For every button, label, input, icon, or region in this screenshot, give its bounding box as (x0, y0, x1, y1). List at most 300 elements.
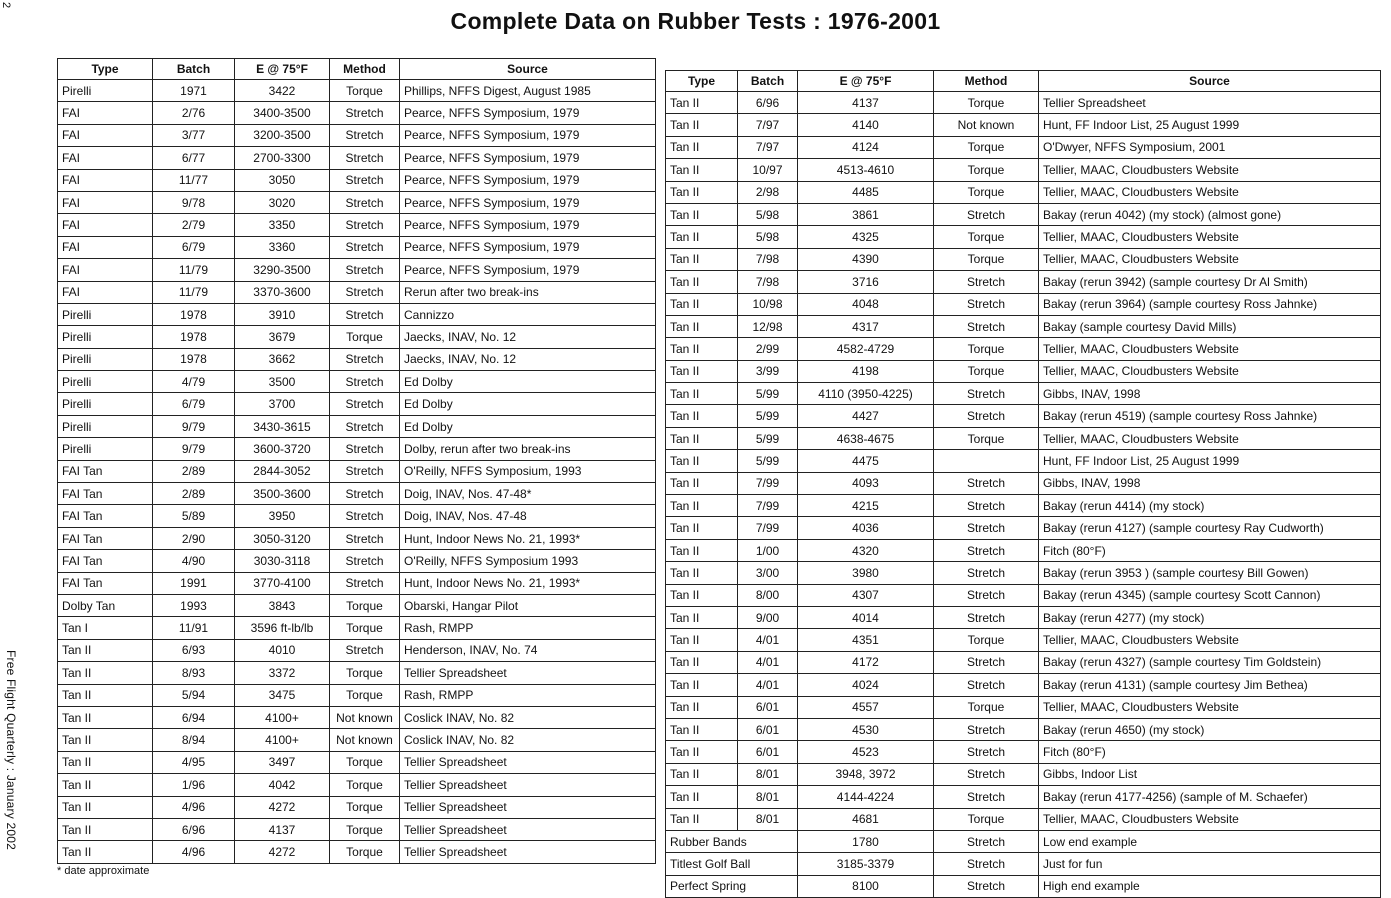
table-row (58, 594, 656, 616)
cell-e-value: 3050 (235, 169, 330, 191)
table-row (666, 830, 1381, 852)
cell-e-value: 3350 (235, 214, 330, 236)
cell-type: Tan II (666, 293, 738, 315)
table-row (58, 460, 656, 482)
cell-batch: 10/98 (738, 293, 798, 315)
cell-e-value: 4100+ (235, 729, 330, 751)
table-row (666, 472, 1381, 494)
cell-source: Cannizzo (400, 303, 656, 325)
page-title: Complete Data on Rubber Tests : 1976-2001 (450, 8, 941, 34)
cell-method: Stretch (330, 393, 400, 415)
header-type: Type (58, 59, 153, 80)
table-row (58, 751, 656, 773)
cell-type: Tan II (666, 651, 738, 673)
table-row (666, 427, 1381, 449)
cell-source: Tellier Spreadsheet (400, 662, 656, 684)
cell-method: Stretch (330, 169, 400, 191)
header-e: E @ 75°F (235, 59, 330, 80)
cell-type: Tan II (666, 674, 738, 696)
cell-e-value: 3716 (798, 271, 934, 293)
cell-type: Tan II (666, 315, 738, 337)
cell-method: Stretch (934, 405, 1039, 427)
cell-source: Pearce, NFFS Symposium, 1979 (400, 124, 656, 146)
cell-method: Torque (934, 181, 1039, 203)
table-row (666, 159, 1381, 181)
cell-source: Tellier, MAAC, Cloudbusters Website (1039, 159, 1381, 181)
cell-method: Torque (934, 629, 1039, 651)
cell-source: Hunt, FF Indoor List, 25 August 1999 (1039, 114, 1381, 136)
cell-type: Pirelli (58, 348, 153, 370)
cell-e-value: 4427 (798, 405, 934, 427)
cell-type: Tan II (666, 584, 738, 606)
table-row (58, 147, 656, 169)
table-row (666, 696, 1381, 718)
cell-source: Phillips, NFFS Digest, August 1985 (400, 80, 656, 102)
cell-e-value: 3422 (235, 80, 330, 102)
cell-e-value: 4024 (798, 674, 934, 696)
cell-e-value: 4042 (235, 774, 330, 796)
cell-method: Stretch (934, 293, 1039, 315)
cell-e-value: 4307 (798, 584, 934, 606)
cell-e-value: 4215 (798, 495, 934, 517)
table-row (58, 236, 656, 258)
cell-source: Bakay (rerun 4327) (sample courtesy Tim Goldstein) (1039, 651, 1381, 673)
cell-e-value: 2700-3300 (235, 147, 330, 169)
cell-batch: 7/97 (738, 136, 798, 158)
cell-type: Tan II (666, 338, 738, 360)
cell-source: Coslick INAV, No. 82 (400, 706, 656, 728)
table-row (666, 114, 1381, 136)
cell-type: Tan II (666, 763, 738, 785)
cell-batch: 1/00 (738, 539, 798, 561)
table-row (58, 818, 656, 840)
cell-batch: 1991 (153, 572, 235, 594)
table-row (666, 226, 1381, 248)
cell-e-value: 4638-4675 (798, 427, 934, 449)
cell-batch: 7/99 (738, 472, 798, 494)
cell-e-value: 4351 (798, 629, 934, 651)
cell-source: Tellier Spreadsheet (400, 818, 656, 840)
cell-type: Tan II (666, 495, 738, 517)
cell-e-value: 3500-3600 (235, 483, 330, 505)
cell-method: Torque (330, 751, 400, 773)
header-source: Source (1039, 71, 1381, 92)
cell-type: Tan II (666, 562, 738, 584)
table-row (58, 796, 656, 818)
table-row (58, 527, 656, 549)
cell-type: Titlest Golf Ball (666, 853, 798, 875)
cell-batch: 11/77 (153, 169, 235, 191)
cell-method: Stretch (934, 472, 1039, 494)
cell-batch: 7/98 (738, 271, 798, 293)
table-row (58, 639, 656, 661)
cell-type: FAI (58, 281, 153, 303)
cell-batch: 2/76 (153, 102, 235, 124)
cell-type: Rubber Bands (666, 830, 798, 852)
cell-e-value: 3948, 3972 (798, 763, 934, 785)
cell-source: Bakay (rerun 4131) (sample courtesy Jim Bethea) (1039, 674, 1381, 696)
cell-method: Torque (330, 796, 400, 818)
cell-method: Stretch (934, 763, 1039, 785)
table-row (58, 729, 656, 751)
cell-source: Tellier, MAAC, Cloudbusters Website (1039, 226, 1381, 248)
table-row (666, 853, 1381, 875)
cell-method: Torque (934, 248, 1039, 270)
cell-e-value: 4485 (798, 181, 934, 203)
cell-e-value: 4317 (798, 315, 934, 337)
cell-type: FAI Tan (58, 460, 153, 482)
cell-type: Tan II (666, 271, 738, 293)
header-source: Source (400, 59, 656, 80)
cell-e-value: 3910 (235, 303, 330, 325)
table-row (58, 662, 656, 684)
cell-source: Tellier Spreadsheet (400, 841, 656, 863)
cell-batch: 9/78 (153, 191, 235, 213)
cell-batch: 8/94 (153, 729, 235, 751)
table-row (666, 383, 1381, 405)
cell-type: Tan II (666, 450, 738, 472)
cell-source: Pearce, NFFS Symposium, 1979 (400, 236, 656, 258)
cell-batch: 2/98 (738, 181, 798, 203)
cell-e-value: 4137 (235, 818, 330, 840)
cell-type: Tan II (666, 203, 738, 225)
cell-method: Torque (934, 427, 1039, 449)
cell-e-value: 3662 (235, 348, 330, 370)
cell-method: Torque (330, 594, 400, 616)
cell-source: Tellier, MAAC, Cloudbusters Website (1039, 629, 1381, 651)
cell-type: FAI (58, 259, 153, 281)
cell-batch: 5/98 (738, 226, 798, 248)
cell-method: Stretch (934, 651, 1039, 673)
cell-method: Stretch (934, 584, 1039, 606)
cell-method: Stretch (330, 236, 400, 258)
cell-e-value: 3290-3500 (235, 259, 330, 281)
cell-type: Tan II (666, 360, 738, 382)
cell-source: Low end example (1039, 830, 1381, 852)
cell-e-value: 4272 (235, 796, 330, 818)
cell-method: Not known (934, 114, 1039, 136)
cell-batch: 3/99 (738, 360, 798, 382)
right-table-body (666, 92, 1381, 898)
cell-batch: 6/93 (153, 639, 235, 661)
cell-batch: 4/01 (738, 629, 798, 651)
cell-e-value: 3200-3500 (235, 124, 330, 146)
cell-method: Torque (934, 338, 1039, 360)
cell-method: Stretch (934, 539, 1039, 561)
cell-method: Stretch (330, 191, 400, 213)
cell-type: Tan II (666, 472, 738, 494)
cell-e-value: 4513-4610 (798, 159, 934, 181)
table-row (666, 92, 1381, 114)
table-row (666, 203, 1381, 225)
table-row (58, 80, 656, 102)
cell-method: Stretch (934, 562, 1039, 584)
cell-e-value: 3950 (235, 505, 330, 527)
header-method: Method (330, 59, 400, 80)
cell-source: Gibbs, INAV, 1998 (1039, 472, 1381, 494)
cell-e-value: 3030-3118 (235, 550, 330, 572)
cell-type: Tan II (666, 427, 738, 449)
table-row (666, 450, 1381, 472)
cell-batch: 6/94 (153, 706, 235, 728)
cell-method: Torque (330, 841, 400, 863)
cell-e-value: 3679 (235, 326, 330, 348)
cell-e-value: 4110 (3950-4225) (798, 383, 934, 405)
cell-source: Tellier, MAAC, Cloudbusters Website (1039, 808, 1381, 830)
cell-source: Pearce, NFFS Symposium, 1979 (400, 214, 656, 236)
cell-type: Pirelli (58, 80, 153, 102)
cell-type: Dolby Tan (58, 594, 153, 616)
cell-batch: 2/79 (153, 214, 235, 236)
cell-method (934, 450, 1039, 472)
cell-method: Torque (330, 80, 400, 102)
cell-method: Torque (934, 696, 1039, 718)
cell-method: Stretch (934, 203, 1039, 225)
table-row (666, 338, 1381, 360)
cell-batch: 6/96 (153, 818, 235, 840)
cell-e-value: 3596 ft-lb/lb (235, 617, 330, 639)
table-row (58, 102, 656, 124)
cell-source: Tellier, MAAC, Cloudbusters Website (1039, 360, 1381, 382)
right-data-table (665, 70, 1381, 898)
cell-source: Ed Dolby (400, 393, 656, 415)
cell-e-value: 4036 (798, 517, 934, 539)
cell-method: Torque (934, 159, 1039, 181)
table-row (666, 629, 1381, 651)
cell-batch: 7/99 (738, 495, 798, 517)
cell-source: Tellier, MAAC, Cloudbusters Website (1039, 248, 1381, 270)
cell-source: Tellier Spreadsheet (400, 774, 656, 796)
cell-type: Perfect Spring (666, 875, 798, 897)
table-row (666, 786, 1381, 808)
cell-e-value: 3360 (235, 236, 330, 258)
cell-e-value: 4557 (798, 696, 934, 718)
table-row (58, 415, 656, 437)
cell-e-value: 3861 (798, 203, 934, 225)
cell-batch: 1978 (153, 348, 235, 370)
cell-e-value: 4681 (798, 808, 934, 830)
cell-batch: 7/99 (738, 517, 798, 539)
cell-source: Henderson, INAV, No. 74 (400, 639, 656, 661)
cell-e-value: 4198 (798, 360, 934, 382)
table-row (58, 572, 656, 594)
cell-source: Pearce, NFFS Symposium, 1979 (400, 169, 656, 191)
table-row (666, 718, 1381, 740)
cell-source: Bakay (rerun 3964) (sample courtesy Ross Jahnke) (1039, 293, 1381, 315)
cell-e-value: 3980 (798, 562, 934, 584)
cell-type: Tan II (58, 706, 153, 728)
cell-method: Stretch (934, 674, 1039, 696)
cell-method: Stretch (934, 606, 1039, 628)
cell-batch: 1978 (153, 326, 235, 348)
cell-type: FAI (58, 214, 153, 236)
cell-e-value: 3843 (235, 594, 330, 616)
cell-e-value: 3497 (235, 751, 330, 773)
cell-source: Rerun after two break-ins (400, 281, 656, 303)
cell-source: Just for fun (1039, 853, 1381, 875)
table-row (666, 763, 1381, 785)
cell-e-value: 3475 (235, 684, 330, 706)
cell-batch: 6/79 (153, 393, 235, 415)
cell-type: Tan II (58, 639, 153, 661)
cell-e-value: 4272 (235, 841, 330, 863)
cell-type: Tan II (666, 741, 738, 763)
table-row (666, 181, 1381, 203)
cell-e-value: 4475 (798, 450, 934, 472)
cell-batch: 5/94 (153, 684, 235, 706)
cell-e-value: 3020 (235, 191, 330, 213)
cell-type: FAI Tan (58, 527, 153, 549)
cell-type: Tan II (58, 729, 153, 751)
cell-source: Bakay (rerun 4650) (my stock) (1039, 718, 1381, 740)
table-row (58, 393, 656, 415)
cell-source: Fitch (80°F) (1039, 539, 1381, 561)
cell-source: Hunt, FF Indoor List, 25 August 1999 (1039, 450, 1381, 472)
table-row (666, 741, 1381, 763)
cell-source: Rash, RMPP (400, 684, 656, 706)
cell-method: Torque (330, 662, 400, 684)
table-row (58, 371, 656, 393)
cell-type: FAI Tan (58, 550, 153, 572)
cell-method: Torque (330, 617, 400, 639)
table-row (58, 483, 656, 505)
cell-method: Stretch (330, 124, 400, 146)
cell-e-value: 1780 (798, 830, 934, 852)
cell-type: Tan II (666, 786, 738, 808)
cell-batch: 5/89 (153, 505, 235, 527)
table-row (58, 438, 656, 460)
cell-type: FAI Tan (58, 572, 153, 594)
cell-method: Torque (330, 774, 400, 796)
cell-batch: 6/79 (153, 236, 235, 258)
cell-type: Tan II (58, 774, 153, 796)
table-row (666, 517, 1381, 539)
cell-type: FAI (58, 191, 153, 213)
cell-e-value: 8100 (798, 875, 934, 897)
cell-e-value: 4048 (798, 293, 934, 315)
cell-method: Stretch (934, 786, 1039, 808)
table-row (666, 405, 1381, 427)
cell-type: Tan II (666, 629, 738, 651)
cell-type: Tan II (666, 718, 738, 740)
cell-source: Bakay (rerun 3953 ) (sample courtesy Bill Gowen) (1039, 562, 1381, 584)
cell-e-value: 4530 (798, 718, 934, 740)
cell-e-value: 4093 (798, 472, 934, 494)
cell-method: Stretch (934, 830, 1039, 852)
cell-batch: 7/98 (738, 248, 798, 270)
cell-type: Tan II (666, 114, 738, 136)
cell-batch: 8/93 (153, 662, 235, 684)
cell-source: Tellier, MAAC, Cloudbusters Website (1039, 181, 1381, 203)
cell-batch: 4/01 (738, 674, 798, 696)
cell-source: Pearce, NFFS Symposium, 1979 (400, 259, 656, 281)
table-row (58, 684, 656, 706)
cell-e-value: 2844-3052 (235, 460, 330, 482)
cell-type: FAI Tan (58, 505, 153, 527)
cell-batch: 11/91 (153, 617, 235, 639)
cell-method: Torque (934, 136, 1039, 158)
cell-source: Bakay (rerun 4345) (sample courtesy Scott Cannon) (1039, 584, 1381, 606)
cell-type: FAI (58, 169, 153, 191)
cell-source: Tellier, MAAC, Cloudbusters Website (1039, 696, 1381, 718)
cell-batch: 6/77 (153, 147, 235, 169)
left-data-table (57, 58, 656, 864)
cell-method: Torque (934, 226, 1039, 248)
cell-source: Bakay (rerun 4042) (my stock) (almost gone) (1039, 203, 1381, 225)
cell-method: Torque (330, 818, 400, 840)
cell-batch: 1993 (153, 594, 235, 616)
cell-type: FAI (58, 124, 153, 146)
left-table-body (58, 80, 656, 864)
cell-batch: 10/97 (738, 159, 798, 181)
cell-batch: 5/99 (738, 383, 798, 405)
cell-type: Tan II (666, 159, 738, 181)
cell-source: Obarski, Hangar Pilot (400, 594, 656, 616)
table-row (666, 674, 1381, 696)
cell-source: Bakay (rerun 4277) (my stock) (1039, 606, 1381, 628)
cell-source: Bakay (rerun 4127) (sample courtesy Ray Cudworth) (1039, 517, 1381, 539)
cell-method: Stretch (330, 572, 400, 594)
cell-method: Stretch (934, 875, 1039, 897)
cell-source: Doig, INAV, Nos. 47-48 (400, 505, 656, 527)
cell-type: Tan II (666, 696, 738, 718)
cell-method: Stretch (330, 102, 400, 124)
cell-e-value: 4140 (798, 114, 934, 136)
header-type: Type (666, 71, 738, 92)
cell-source: Tellier, MAAC, Cloudbusters Website (1039, 338, 1381, 360)
cell-method: Stretch (330, 415, 400, 437)
cell-batch: 9/79 (153, 438, 235, 460)
cell-e-value: 4172 (798, 651, 934, 673)
cell-source: Gibbs, Indoor List (1039, 763, 1381, 785)
cell-type: Tan II (666, 181, 738, 203)
cell-source: Tellier Spreadsheet (400, 751, 656, 773)
cell-source: Hunt, Indoor News No. 21, 1993* (400, 527, 656, 549)
cell-type: Tan II (666, 226, 738, 248)
cell-batch: 4/79 (153, 371, 235, 393)
cell-source: Tellier Spreadsheet (400, 796, 656, 818)
cell-method: Stretch (934, 517, 1039, 539)
cell-method: Not known (330, 706, 400, 728)
cell-e-value: 3050-3120 (235, 527, 330, 549)
cell-batch: 8/01 (738, 763, 798, 785)
cell-method: Stretch (934, 718, 1039, 740)
cell-type: Tan II (666, 383, 738, 405)
cell-method: Stretch (934, 741, 1039, 763)
cell-e-value: 3700 (235, 393, 330, 415)
cell-source: Ed Dolby (400, 415, 656, 437)
cell-batch: 11/79 (153, 259, 235, 281)
cell-batch: 5/99 (738, 405, 798, 427)
cell-source: Bakay (rerun 3942) (sample courtesy Dr Al Smith) (1039, 271, 1381, 293)
cell-source: Bakay (rerun 4414) (my stock) (1039, 495, 1381, 517)
header-batch: Batch (153, 59, 235, 80)
cell-batch: 3/00 (738, 562, 798, 584)
cell-batch: 4/01 (738, 651, 798, 673)
cell-method: Torque (330, 684, 400, 706)
table-row (666, 360, 1381, 382)
cell-method: Stretch (330, 505, 400, 527)
cell-batch: 5/99 (738, 450, 798, 472)
table-row (666, 875, 1381, 897)
cell-e-value: 3500 (235, 371, 330, 393)
cell-method: Stretch (330, 348, 400, 370)
table-row (58, 505, 656, 527)
cell-e-value: 4390 (798, 248, 934, 270)
cell-source: Fitch (80°F) (1039, 741, 1381, 763)
cell-source: O'Dwyer, NFFS Symposium, 2001 (1039, 136, 1381, 158)
cell-method: Torque (934, 92, 1039, 114)
